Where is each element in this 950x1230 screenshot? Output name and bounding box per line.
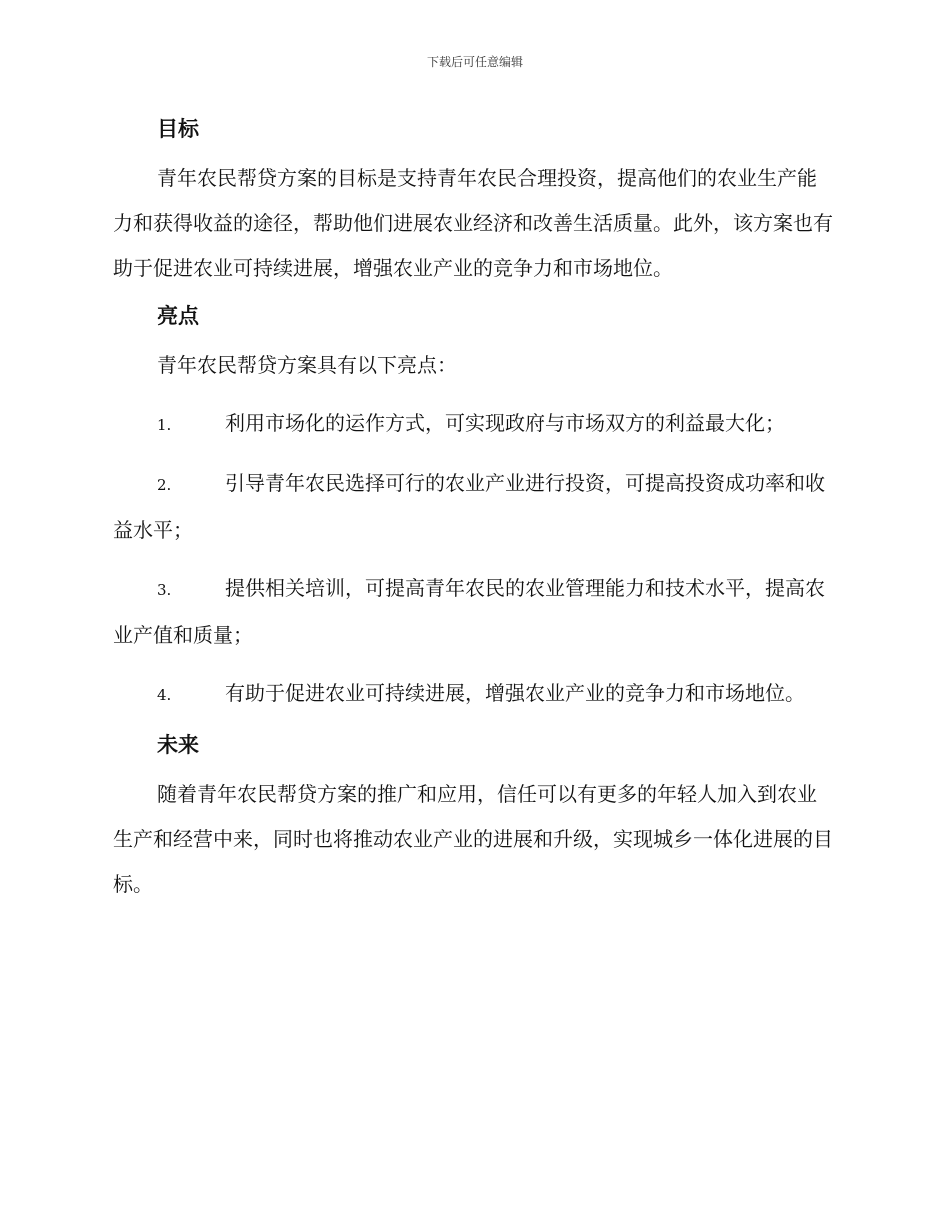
document-body [113,114,835,907]
highlight-item-2 [113,461,835,553]
highlight-item-text: 利用市场化的运作方式，可实现政府与市场双方的利益最大化； [225,411,785,435]
highlight-item-number: 2. [157,476,172,494]
page-header-note: 下载后可任意编辑 [426,55,523,69]
section-heading-highlights: 亮点 [157,304,199,328]
goal-paragraph: 青年农民帮贷方案的目标是支持青年农民合理投资，提高他们的农业生产能力和获得收益的途径，帮助他们进展农业经济和改善生活质量。此外，该方案也有助于促进农业可持续进展，增强农业产业的竞争力和市场地位。 [113,166,833,280]
highlight-item-3 [113,566,835,658]
highlights-intro: 青年农民帮贷方案具有以下亮点： [157,353,457,377]
section-heading-future: 未来 [157,733,199,757]
highlight-item-text: 引导青年农民选择可行的农业产业进行投资，可提高投资成功率和收益水平； [113,471,825,542]
future-paragraph: 随着青年农民帮贷方案的推广和应用，信任可以有更多的年轻人加入到农业生产和经营中来，同时也将推动农业产业的进展和升级，实现城乡一体化进展的目标。 [113,782,833,896]
highlight-item-number: 1. [157,416,172,434]
highlight-item-number: 4. [157,686,172,704]
highlight-item-text: 提供相关培训，可提高青年农民的农业管理能力和技术水平，提高农业产值和质量； [113,576,825,647]
highlight-item-text: 有助于促进农业可持续进展，增强农业产业的竞争力和市场地位。 [225,681,805,705]
section-heading-goal: 目标 [157,117,199,141]
highlight-item-1 [113,401,835,448]
highlight-item-number: 3. [157,581,172,599]
highlight-item-4 [113,671,835,718]
